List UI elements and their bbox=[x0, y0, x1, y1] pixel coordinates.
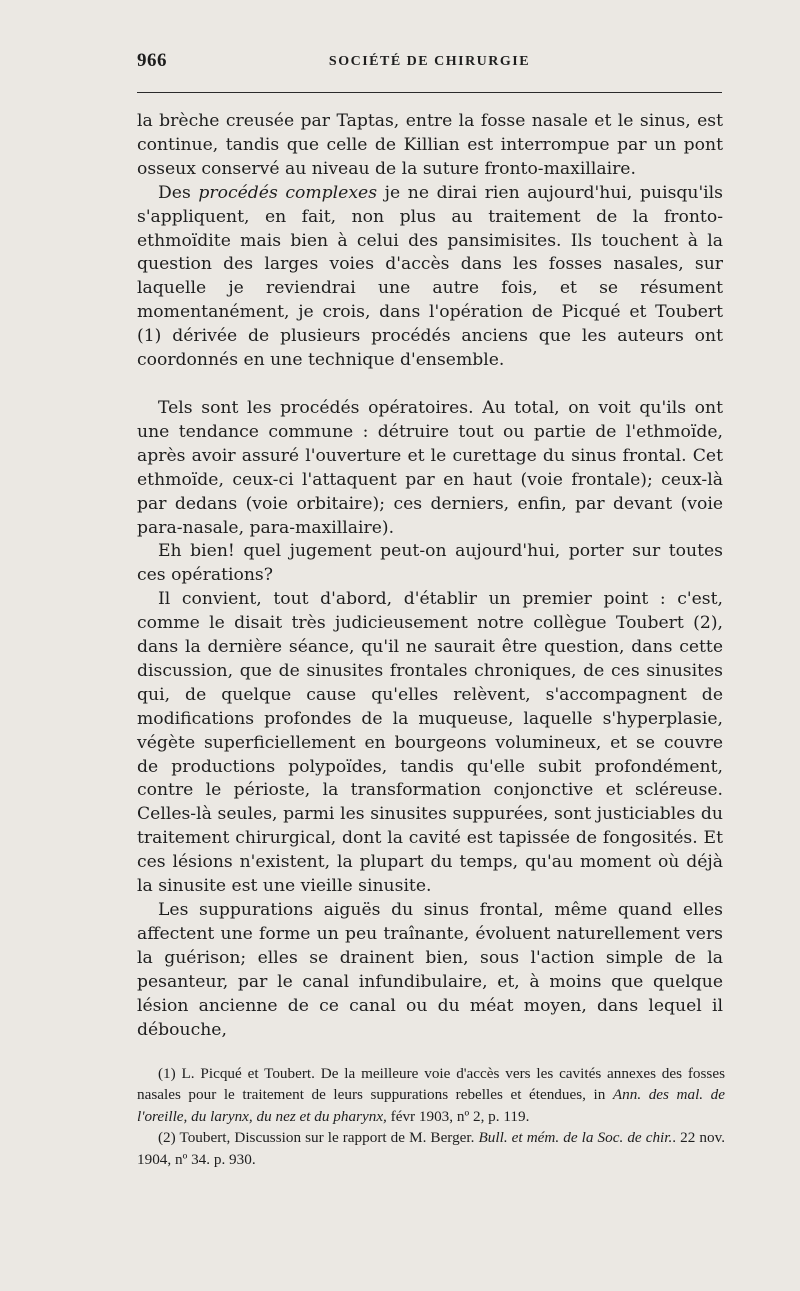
page-header bbox=[137, 50, 722, 80]
main-text bbox=[137, 110, 723, 1042]
footnote-text: . 22 nov. 1904, nº 34. p. 930. bbox=[137, 1129, 726, 1168]
footnote-italic: Ann. des mal. de l'oreille, du larynx, du nez et du pharynx, bbox=[137, 1086, 725, 1125]
paragraph-acute-suppurations: Les suppurations aiguës du sinus frontal, même quand elles affectent une forme un peu traînante, évoluent naturellement vers la guérison; elles se drainent bien, sous l'action simple de la pesanteur, par le canal infundibulaire, et, à moins que quelque lésion ancienne de ce canal ou du méat moyen, dans lequel il débouche, bbox=[137, 900, 723, 1040]
footnote-text: févr 1903, nº 2, p. 119. bbox=[386, 1107, 530, 1125]
footnote-2 bbox=[137, 1127, 725, 1170]
paragraph-chronic-sinusitis: Il convient, tout d'abord, d'établir un premier point : c'est, comme le disait très judicieusement notre collègue Toubert (2), dans la dernière séance, qu'il ne saurait être question, dans cette discussion, que de sinusites frontales chroniques, de ces sinusites qui, de quelque cause qu'elles relèvent, s'accompagnent de modifications profondes de la muqueuse, laquelle s'hyperplasie, végète superficiellement en bourgeons volumineux, et se couvre de productions polypoïdes, tandis qu'elle subit profondément, contre le périoste, la transformation conjonctive et scléreuse. Celles-là seules, parmi les sinusites suppurées, sont justiciables du traitement chirurgical, dont la cavité est tapissée de fongosités. Et ces lésions n'existent, la plupart du temps, qu'au moment où déjà la sinusite est une vieille sinusite. bbox=[137, 589, 723, 897]
footnote-text: (2) Toubert, Discussion sur le rapport de M. Berger. bbox=[158, 1129, 479, 1147]
paragraph-question: Eh bien! quel jugement peut-on aujourd'hui, porter sur toutes ces opérations? bbox=[137, 541, 723, 586]
paragraph-summary: Tels sont les procédés opératoires. Au total, on voit qu'ils ont une tendance commune : détruire tout ou partie de l'ethmoïde, après avoir assuré l'ouverture et le curettage du sinus frontal. Cet ethmoïde, ceux-ci l'attaquent par en haut (voie frontale); ceux-là par dedans (voie orbitaire); ces derniers, enfin, par devant (voie para-nasale, para-maxillaire). bbox=[137, 397, 723, 538]
paragraph-continuation: la brèche creusée par Taptas, entre la fosse nasale et le sinus, est continue, tandis que celle de Killian est interrompue par un pont osseux conservé au niveau de la suture fronto-maxillaire. bbox=[137, 111, 723, 179]
footnote-text: (1) L. Picqué et Toubert. De la meilleure voie d'accès vers les cavités annexes des fosses nasales pour le traitement de leurs suppurations rebelles et étendues, in bbox=[137, 1065, 725, 1104]
paragraph-text: je ne dirai rien aujourd'hui, puisqu'ils s'appliquent, en fait, non plus au traitement de la fronto-ethmoïdite mais bien à celui des pansimisites. Ils touchent à la question des larges voies d'accès dans les fosses nasales, sur laquelle je reviendrai une autre fois, et se résument momentanément, je crois, dans l'opération de Picqué et Toubert (1) dérivée de plusieurs procédés anciens que les auteurs ont coordonnés en une technique d'ensemble. bbox=[137, 182, 723, 371]
footnote-1 bbox=[137, 1063, 725, 1127]
paragraph-text: Des bbox=[158, 182, 199, 203]
page-number: 966 bbox=[137, 50, 167, 71]
footnote-italic: Bull. et mém. de la Soc. de chir. bbox=[478, 1129, 673, 1147]
footnotes bbox=[137, 1063, 725, 1170]
running-head: SOCIÉTÉ DE CHIRURGIE bbox=[328, 54, 531, 69]
paragraph-italic: procédés complexes bbox=[198, 182, 378, 203]
paragraph-complex-procedures bbox=[137, 182, 723, 373]
header-rule bbox=[137, 92, 722, 93]
